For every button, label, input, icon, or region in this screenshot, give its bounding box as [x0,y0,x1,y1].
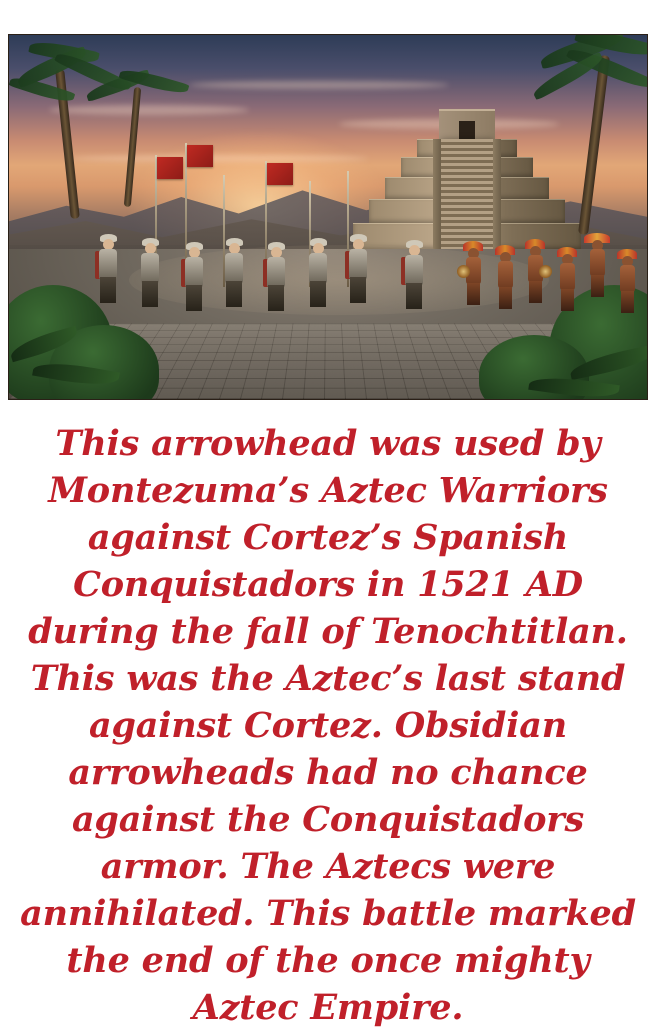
soldier-armor [185,257,203,287]
warrior-legs [529,281,542,303]
soldier-armor [141,253,159,283]
warrior-body [498,261,513,289]
warrior-legs [621,291,634,313]
aztec-warrior-figure [493,245,517,311]
war-banner [187,145,213,167]
soldier-legs [268,285,284,311]
warrior-legs [467,283,480,305]
conquistador-figure [263,239,289,313]
conquistador-figure [401,237,427,311]
soldier-legs [350,277,366,303]
warrior-legs [499,287,512,309]
soldier-legs [226,281,242,307]
aztec-warrior-figure [615,249,639,315]
conquistador-figure [305,235,331,309]
aztec-warrior-figure [555,247,579,313]
warrior-shield [457,265,470,278]
conquistador-figure [95,231,121,305]
soldier-armor [267,257,285,287]
soldier-legs [186,285,202,311]
war-banner [267,163,293,185]
soldier-armor [99,249,117,279]
aztec-warrior-figure [523,239,547,305]
warrior-body [620,265,635,293]
soldier-legs [310,281,326,307]
aztec-warrior-figure [461,241,485,307]
cloud-band [189,81,449,89]
soldier-armor [349,249,367,279]
aztec-warrior-figure [585,233,609,299]
description-caption: This arrowhead was used by Montezuma’s Aztec Warriors against Cortez’s Spanish Conquistadors in 1521 AD during the fall of Tenochtitlan. This was the Aztec’s last stand against Cortez. Obsidian arrowheads had no chance against the Conquistadors armor. The Aztecs were annihilated. This battle marked the end of the once mighty Aztec Empire. [20,423,636,1028]
warrior-legs [561,289,574,311]
conquistador-figure [181,239,207,313]
conquistador-figure [137,235,163,309]
conquistador-figure [221,235,247,309]
soldier-armor [225,253,243,283]
warrior-legs [591,275,604,297]
conquistador-figure [345,231,371,305]
pyramid-temple-doorway [459,121,475,139]
warrior-shield [539,265,552,278]
soldier-legs [100,277,116,303]
cloud-band [69,155,369,162]
soldier-legs [142,281,158,307]
soldier-legs [406,283,422,309]
cloud-band [49,105,249,115]
soldier-armor [405,255,423,285]
warrior-body [560,263,575,291]
war-banner [157,157,183,179]
soldier-armor [309,253,327,283]
warrior-body [590,249,605,277]
battle-illustration [8,34,648,400]
